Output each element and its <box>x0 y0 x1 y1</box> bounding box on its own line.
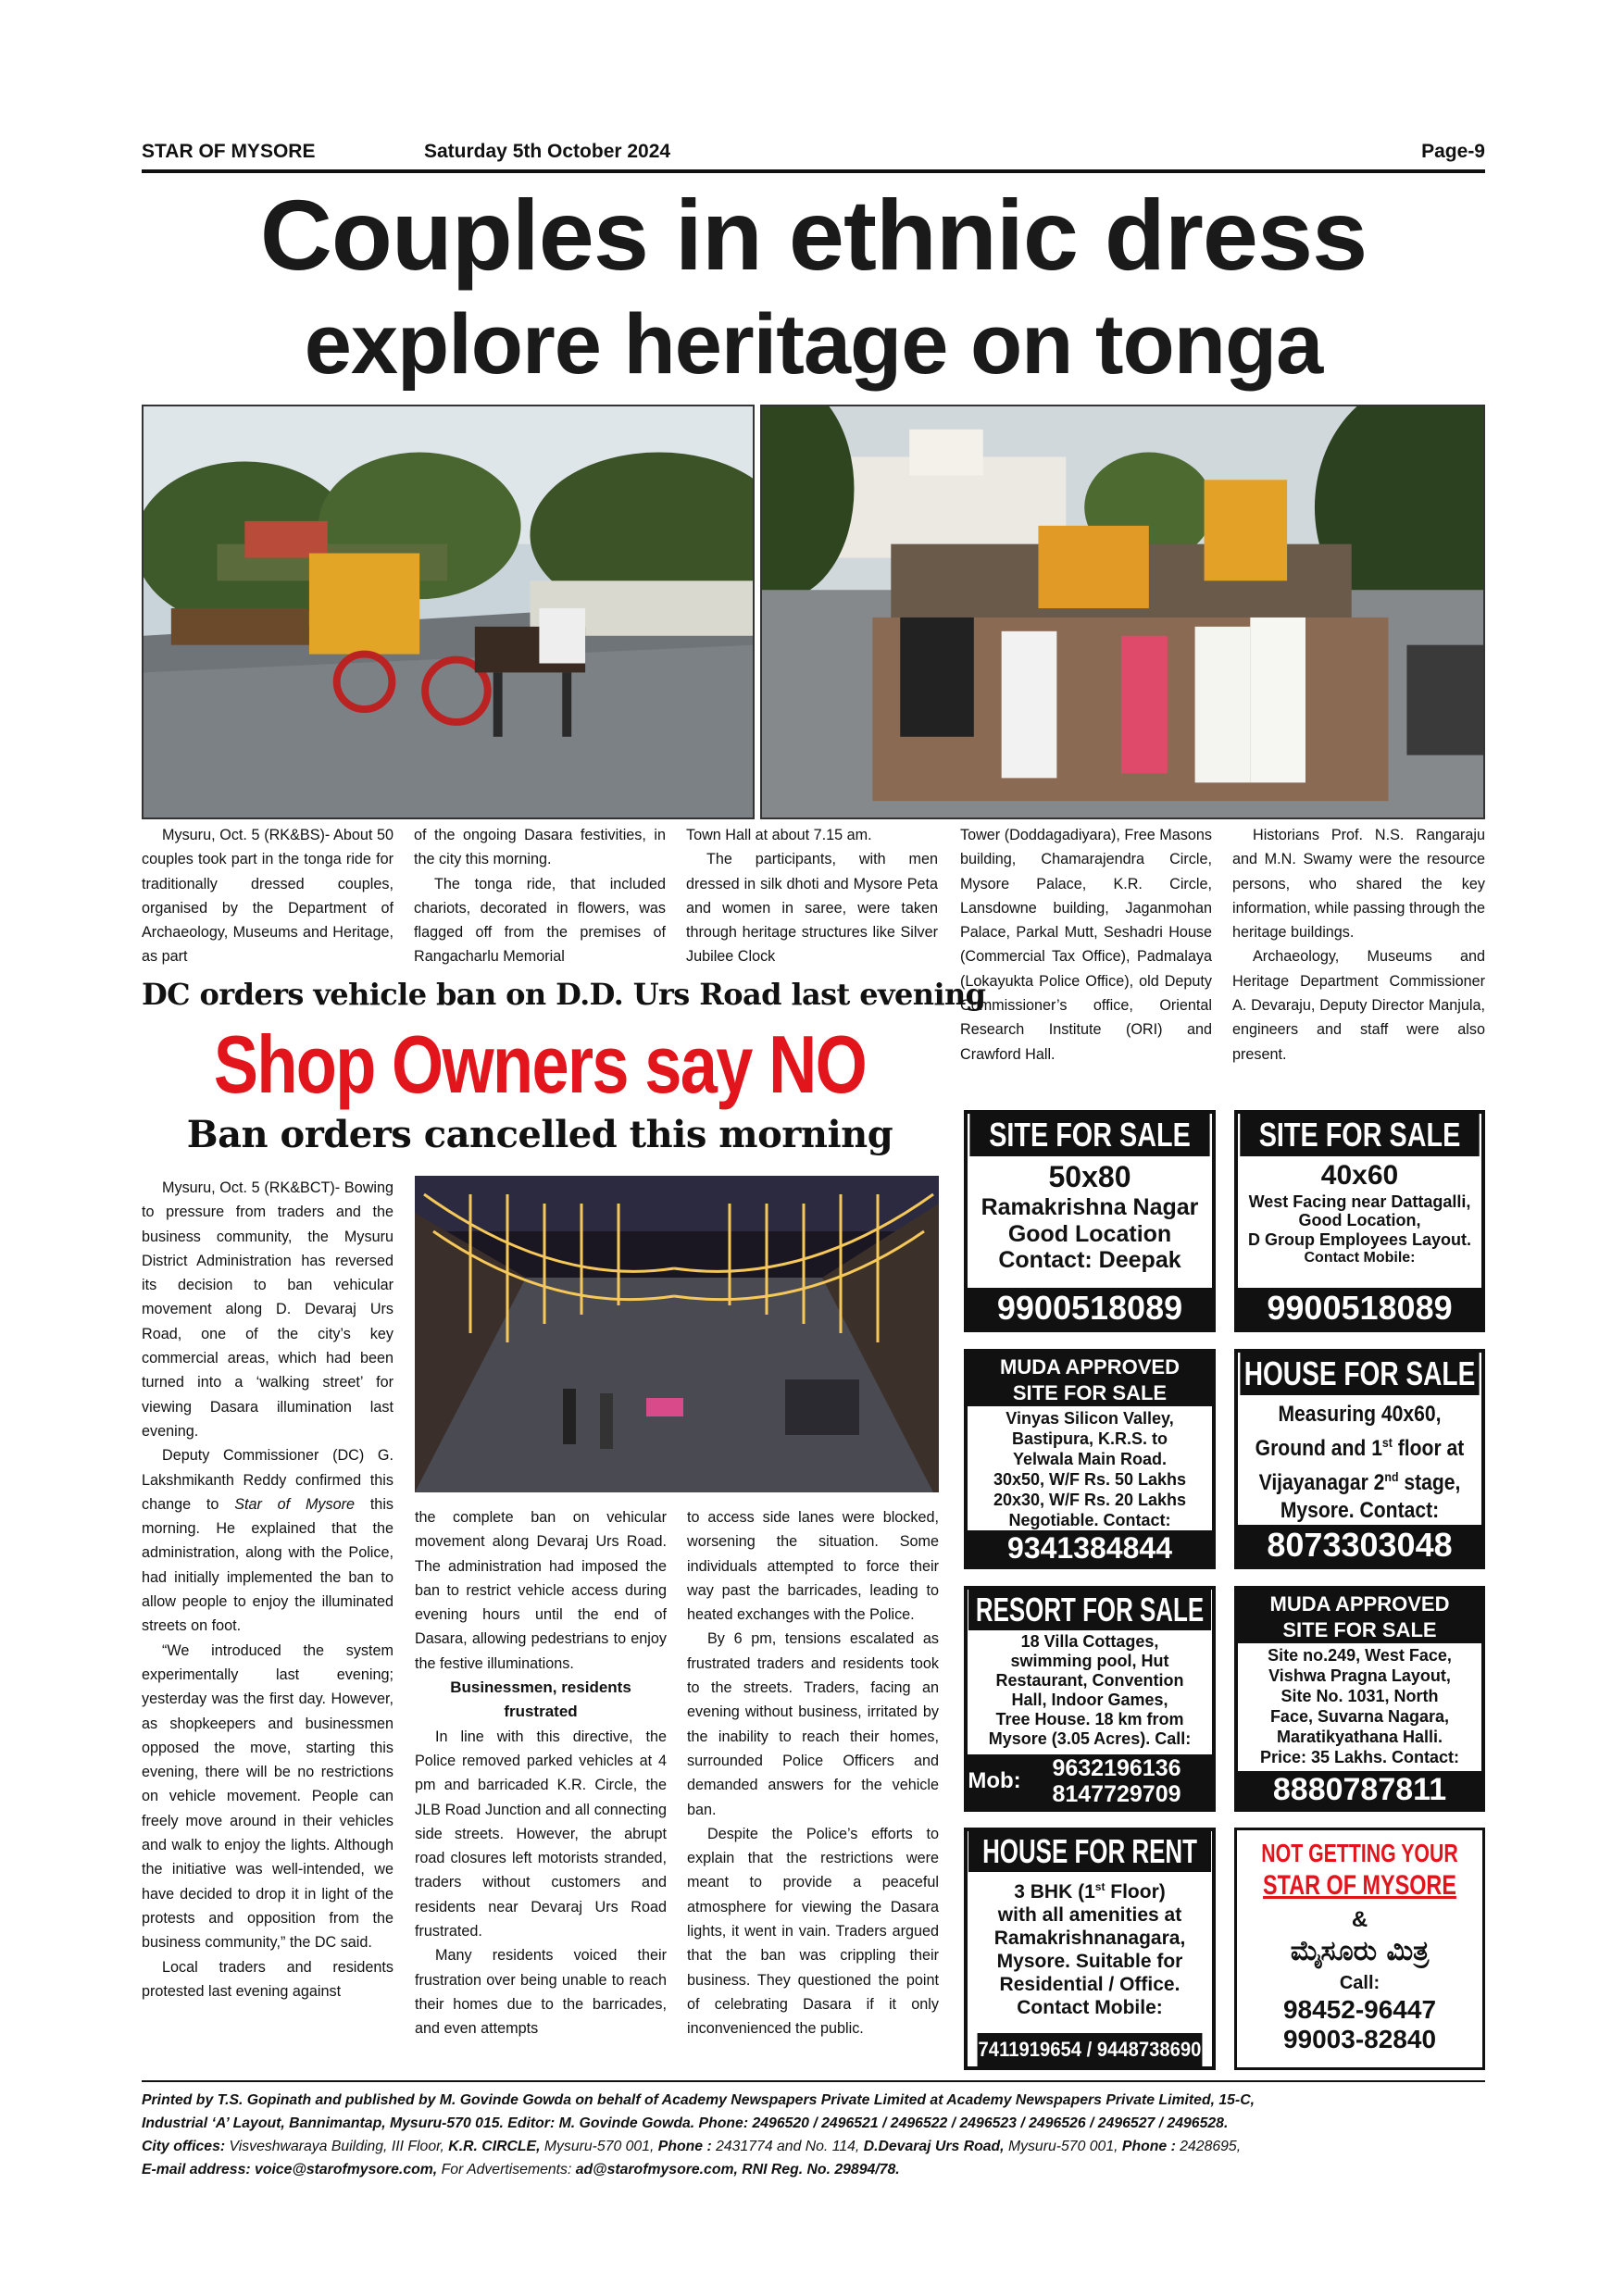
ad-heading: MUDA APPROVED <box>1000 1355 1180 1379</box>
ad-email-address: ad@starofmysore.com, RNI Reg. No. 29894/78. <box>575 2162 900 2177</box>
ad-line: Mysore. Suitable for <box>996 1951 1183 1972</box>
ad-muda-site-vinyas <box>964 1349 1216 1569</box>
imprint-label: Phone : <box>657 2139 717 2154</box>
ad-heading: SITE FOR SALE <box>1012 1381 1168 1404</box>
paragraph: Tower (Doddagadiyara), Free Masons building, Chamarajendra Circle, Mysore Palace, K.R. Circle, Lansdowne building, Jaganmohan Palace, Parkal Mutt, Seshadri House (Commercial Tax Office), Padmalaya (Lokayukta Police Office), old Deputy Commissioner’s office, Oriental Research Institute (ORI) and Crawford Hall. <box>960 827 1212 1063</box>
ad-line: Restaurant, Convention <box>995 1671 1184 1690</box>
imprint-text: D.Devaraj Urs Road, <box>863 2139 1005 2154</box>
paper-reference: Star of Mysore <box>234 1495 356 1513</box>
ad-phone: 98452-96447 <box>1282 1995 1437 2024</box>
ad-line: Site no.249, West Face, <box>1268 1646 1452 1665</box>
paragraph: In line with this directive, the Police removed parked vehicles at 4 pm and barricaded K.R. Circle, the JLB Road Junction and all connecting side streets. However, the abrupt road closures left motorists stranded, traders without customers and residents near Devaraj Urs Road frustrated. <box>415 1728 667 1940</box>
lead-column-1 <box>142 823 394 969</box>
imprint-text: K.R. CIRCLE, <box>448 2139 541 2154</box>
paragraph: Historians Prof. N.S. Rangaraju and M.N. Swamy were the resource persons, who shared the key information, while passing through the heritage buildings. <box>1232 827 1485 942</box>
paragraph: the complete ban on vehicular movement along Devaraj Urs Road. The administration had imposed the ban to restrict vehicle access during evening hours until the end of Dasara, allowing pedestrians to enjoy the festive illuminations. <box>415 1509 667 1672</box>
imprint-text: Mysuru-570 001, <box>540 2139 658 2154</box>
ad-size: 50x80 <box>1048 1160 1131 1193</box>
imprint-text: 2431774 <box>716 2139 773 2154</box>
ad-line: Vijayanagar 2 <box>1258 1470 1385 1495</box>
paragraph-text: Deputy Commissioner (DC) G. Lakshmikanth Reddy confirmed this change to <box>142 1447 394 1513</box>
paragraph: The tonga ride, that included chariots, decorated in flowers, was flagged off from the premises of Rangacharlu Memorial <box>414 875 666 966</box>
ad-line: Mysore (3.05 Acres). Call: <box>988 1729 1192 1748</box>
paragraph: By 6 pm, tensions escalated as frustrated traders and residents took to the streets. Traders, facing an evening without business, irritated by the inability to reach their homes, surrounded Police Officers and demanded answers for the vehicle ban. <box>687 1630 939 1818</box>
ad-house-for-rent <box>964 1828 1216 2070</box>
ad-line: Mysore. Contact: <box>1280 1498 1440 1523</box>
ad-heading: HOUSE FOR RENT <box>968 1831 1211 1872</box>
ad-line: swimming pool, Hut <box>1010 1652 1169 1670</box>
ad-line: Site No. 1031, North <box>1280 1687 1439 1705</box>
imprint-text: and No. 114, <box>772 2139 864 2154</box>
ad-line: Good Location, <box>1298 1211 1421 1230</box>
story2-headline: Shop Owners say NO <box>213 1018 867 1110</box>
paragraph: Despite the Police’s efforts to explain that the restrictions were meant to provide a peaceful atmosphere for viewing the Dasara lights, it went in vain. Traders argued that the ban was crippling their business. They questioned the point of celebrating Dasara if it only inconvenienced the public. <box>687 1825 939 2038</box>
ad-line: 30x50, W/F Rs. 50 Lakhs <box>993 1470 1187 1489</box>
paragraph: Many residents voiced their frustration over being unable to reach their homes due to the barricades, and even attempts <box>415 1947 667 2038</box>
paragraph <box>142 1443 394 1638</box>
illuminated-street-photo <box>415 1176 939 1492</box>
ad-ampersand: & <box>1351 1907 1368 1932</box>
ad-phone: 7411919654 / 9448738690 <box>978 2033 1203 2066</box>
lead-column-5 <box>1232 823 1485 1067</box>
imprint-text: 2428695, <box>1180 2139 1242 2154</box>
imprint-label: E-mail address: <box>142 2162 256 2177</box>
ad-line: floor at <box>1392 1436 1465 1461</box>
ad-phone: 9900518089 <box>1238 1288 1481 1329</box>
lead-column-2 <box>414 823 666 969</box>
ad-heading: NOT GETTING YOUR <box>1261 1839 1458 1867</box>
email-address: voice@starofmysore.com, <box>255 2162 438 2177</box>
ad-house-for-sale-vijayanagar <box>1234 1349 1485 1569</box>
lead-headline-line1: Couples in ethnic dress <box>259 179 1368 291</box>
story2-column-2 <box>415 1505 667 2041</box>
ad-superscript: st <box>1381 1435 1393 1450</box>
imprint-text: Visveshwaraya Building, III Floor, <box>225 2139 449 2154</box>
ad-line: 20x30, W/F Rs. 20 Lakhs <box>993 1491 1187 1509</box>
ad-heading: HOUSE FOR SALE <box>1240 1353 1479 1395</box>
ad-line: Contact Mobile: <box>1304 1249 1416 1266</box>
paper-name: STAR OF MYSORE <box>142 141 316 162</box>
ad-line: Maratikyathana Halli. <box>1276 1728 1443 1746</box>
ad-heading: SITE FOR SALE <box>1240 1114 1479 1156</box>
imprint-text: Mysuru-570 001, <box>1004 2139 1122 2154</box>
paragraph: Archaeology, Museums and Heritage Department Commissioner A. Devaraju, Deputy Director Manjula, engineers and staff were also present. <box>1232 948 1485 1063</box>
ad-phone: 9632196136 <box>1052 1755 1181 1781</box>
imprint-text: For Advertisements: <box>437 2162 576 2177</box>
ad-line: stage, <box>1398 1470 1461 1495</box>
paragraph: Mysuru, Oct. 5 (RK&BS)- About 50 couples took part in the tonga ride for traditionally dressed couples, organised by the Department of Archaeology, Museums and Heritage, as part <box>142 827 394 966</box>
paragraph: “We introduced the system experimentally last evening; yesterday was the first day. However, as shopkeepers and businessmen opposed the move, starting this evening, there will be no restrictions on vehicle movement. People can freely move around in their vehicles and walk to enjoy the lights. Although the initiative was well-intended, we have decided to drop it in light of the protests and opposition from the business community,” the DC said. <box>142 1641 394 1952</box>
ad-line: Bastipura, K.R.S. to <box>1011 1429 1168 1448</box>
section-subhead: Businessmen, residents frustrated <box>450 1678 631 1721</box>
top-rule <box>142 169 1485 173</box>
page-number: Page-9 <box>1421 141 1485 162</box>
ad-line: with all amenities at <box>997 1904 1182 1926</box>
ad-site-for-sale-ramakrishna <box>964 1110 1216 1332</box>
ad-line: Hall, Indoor Games, <box>1011 1691 1168 1709</box>
ad-call-label: Call: <box>1339 1973 1380 1993</box>
ad-line: Contact: Deepak <box>998 1247 1181 1274</box>
ad-heading: MUDA APPROVED <box>1269 1592 1450 1616</box>
ad-line: Good Location <box>1007 1220 1172 1247</box>
story2-subhead: Ban orders cancelled this morning <box>186 1113 893 1156</box>
paragraph: Town Hall at about 7.15 am. <box>686 827 872 843</box>
ad-resort-for-sale <box>964 1586 1216 1812</box>
palace-participants-photo <box>760 405 1485 819</box>
lead-column-3 <box>686 823 938 969</box>
ad-heading: RESORT FOR SALE <box>968 1590 1211 1630</box>
imprint-label: City offices: <box>142 2139 226 2154</box>
ad-heading: STAR OF MYSORE <box>1263 1870 1456 1901</box>
ad-phone: 99003-82840 <box>1282 2025 1437 2053</box>
ad-heading: SITE FOR SALE <box>1282 1618 1437 1641</box>
ad-phone: 8880787811 <box>1238 1771 1481 1808</box>
paragraph: of the ongoing Dasara festivities, in the city this morning. <box>414 827 666 868</box>
ad-line: Residential / Office. <box>999 1974 1181 1995</box>
paragraph: The participants, with men dressed in silk dhoti and Mysore Peta and women in saree, were taken through heritage structures like Silver Jubilee Clock <box>686 851 938 966</box>
ad-line: 18 Villa Cottages, <box>1020 1632 1159 1651</box>
ad-subscription <box>1234 1828 1485 2070</box>
ad-superscript: st <box>1094 1880 1106 1893</box>
ad-line: Contact Mobile: <box>1017 1997 1163 2018</box>
ad-mob-label: Mob: <box>968 1768 1021 1793</box>
paragraph: to access side lanes were blocked, worsening the situation. Some individuals attempted to force their way past the barricades, leading to heated exchanges with the Police. <box>687 1509 939 1624</box>
ad-phone: 9341384844 <box>968 1530 1212 1566</box>
ad-line: West Facing near Dattagalli, <box>1248 1192 1471 1211</box>
ad-line: Ramakrishnanagara, <box>993 1928 1186 1949</box>
ad-superscript: nd <box>1384 1469 1399 1484</box>
paragraph: Mysuru, Oct. 5 (RK&BCT)- Bowing to pressure from traders and the business community, the Mysuru District Administration has reversed its decision to ban vehicular movement along D. Devaraj Urs Road, one of the city’s key commercial areas, which had been turned into a ‘walking street’ for viewing Dasara illumination last evening. <box>142 1179 394 1440</box>
issue-date: Saturday 5th October 2024 <box>424 141 671 162</box>
lead-headline-line2: explore heritage on tonga <box>304 297 1323 392</box>
ad-size: 40x60 <box>1320 1160 1399 1191</box>
ad-line: Ramakrishna Nagar <box>981 1193 1199 1220</box>
imprint-label: Phone : <box>1121 2139 1181 2154</box>
ad-phone: 9900518089 <box>968 1288 1212 1329</box>
imprint-line: Industrial ‘A’ Layout, Bannimantap, Mysuru-570 015. Editor: M. Govinde Gowda. Phone: 2496520 / 2496521 / 2496522 / 2496523 / 2496526 / 2496527 / 2496528. <box>142 2115 1229 2131</box>
ad-line: 3 BHK (1 <box>1014 1881 1095 1903</box>
ad-line: Floor) <box>1105 1881 1166 1903</box>
story2-column-1 <box>142 1176 394 2003</box>
ad-line: Price: 35 Lakhs. Contact: <box>1259 1748 1460 1766</box>
imprint-line: Printed by T.S. Gopinath and published by M. Govinde Gowda on behalf of Academy Newspapers Private Limited at Academy Newspapers Private Limited, 15-C, <box>142 2092 1255 2108</box>
footer-rule <box>142 2080 1485 2082</box>
ad-phone: 8147729709 <box>1052 1781 1181 1807</box>
ad-line: D Group Employees Layout. <box>1247 1229 1472 1249</box>
kannada-paper-name: ಮೈಸೂರು ಮಿತ್ರ <box>1290 1935 1430 1967</box>
paragraph-text: this morning. He explained that the administration, along with the Police, had initially implemented the ban to allow people to enjoy the illuminated streets on foot. <box>142 1495 394 1635</box>
ad-line: Face, Suvarna Nagara, <box>1269 1707 1450 1726</box>
ad-line: Yelwala Main Road. <box>1012 1450 1168 1468</box>
ad-line: Vinyas Silicon Valley, <box>1006 1409 1174 1428</box>
ad-line: Tree House. 18 km from <box>995 1710 1184 1728</box>
lead-column-4 <box>960 823 1212 1067</box>
imprint-footer <box>142 2089 1485 2181</box>
ad-heading: SITE FOR SALE <box>969 1114 1209 1156</box>
tonga-procession-photo <box>142 405 755 819</box>
ad-line: Ground and 1 <box>1255 1436 1382 1461</box>
ad-line: Vishwa Pragna Layout, <box>1268 1666 1451 1685</box>
story2-kicker: DC orders vehicle ban on D.D. Urs Road last evening <box>142 977 986 1012</box>
ad-line: Measuring 40x60, <box>1278 1402 1442 1427</box>
ad-site-for-sale-dattagalli <box>1234 1110 1485 1332</box>
paragraph: Local traders and residents protested last evening against <box>142 1958 394 2000</box>
story2-column-3 <box>687 1505 939 2041</box>
ad-line: Negotiable. Contact: <box>1008 1511 1171 1529</box>
ad-muda-site-vishwa-pragna <box>1234 1586 1485 1812</box>
ad-phone: 8073303048 <box>1238 1525 1481 1566</box>
